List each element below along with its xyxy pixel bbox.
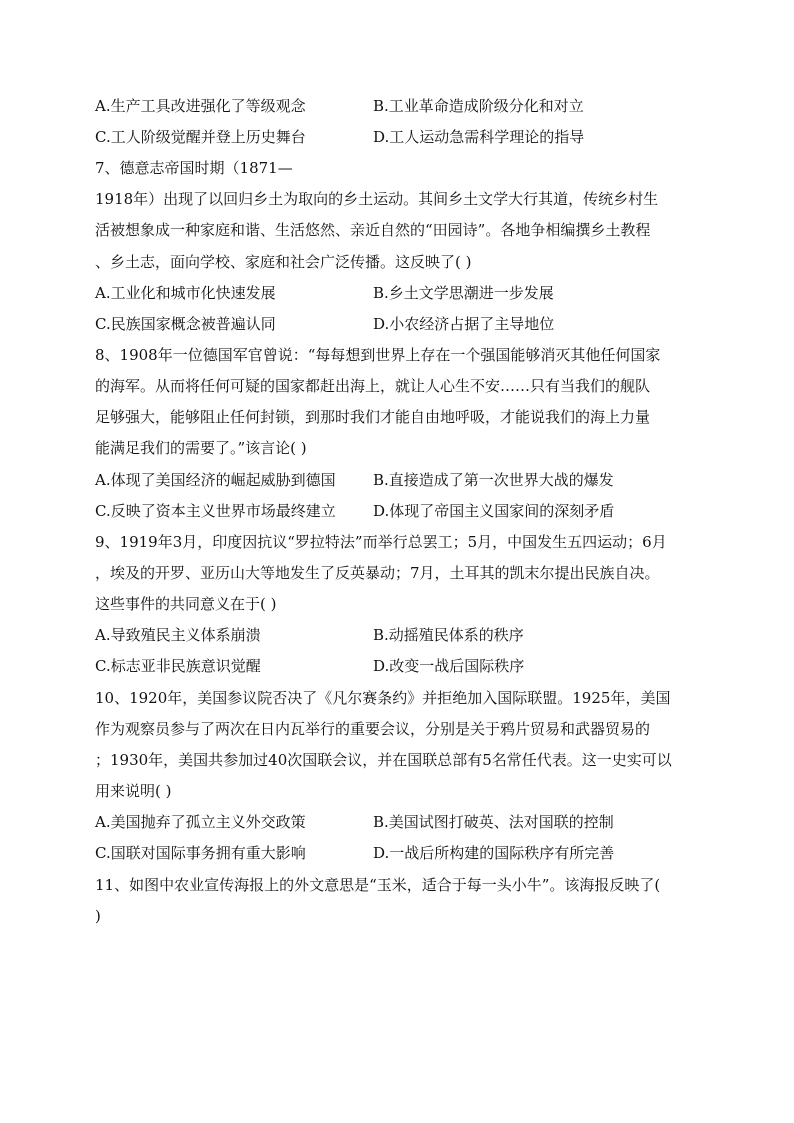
q7-option-a[interactable]: A.工业化和城市化快速发展 (95, 284, 276, 302)
q7-stem-line-3: 活被想象成一种家庭和谐、生活悠然、亲近自然的“田园诗”。各地争相编撰乡土教程 (95, 221, 651, 239)
q10-option-a[interactable]: A.美国抛弃了孤立主义外交政策 (95, 813, 306, 831)
q10-stem-line-1: 10、1920年，美国参议院否决了《凡尔赛条约》并拒绝加入国际联盟。1925年，美国 (95, 689, 671, 707)
q8-option-a[interactable]: A.体现了美国经济的崛起威胁到德国 (95, 471, 336, 489)
q9-option-d[interactable]: D.改变一战后国际秩序 (373, 657, 525, 675)
q6-option-d[interactable]: D.工人运动急需科学理论的指导 (373, 128, 585, 146)
q9-option-c[interactable]: C.标志亚非民族意识觉醒 (95, 657, 261, 675)
q11-stem-line-2: ) (95, 907, 101, 925)
q10-option-c[interactable]: C.国联对国际事务拥有重大影响 (95, 844, 306, 862)
q8-option-b[interactable]: B.直接造成了第一次世界大战的爆发 (373, 471, 614, 489)
q7-stem-line-1: 7、德意志帝国时期（1871— (95, 159, 293, 177)
q9-stem-line-1: 9、1919年3月，印度因抗议“罗拉特法”而举行总罢工；5月，中国发生五四运动；6月 (95, 533, 667, 551)
q8-option-d[interactable]: D.体现了帝国主义国家间的深刻矛盾 (373, 502, 615, 520)
q8-stem-line-4: 能满足我们的需要了。”该言论( ) (95, 439, 307, 457)
q8-option-c[interactable]: C.反映了资本主义世界市场最终建立 (95, 502, 336, 520)
q10-option-b[interactable]: B.美国试图打破英、法对国联的控制 (373, 813, 614, 831)
q9-option-a[interactable]: A.导致殖民主义体系崩溃 (95, 626, 261, 644)
q10-stem-line-2: 作为观察员参与了两次在日内瓦举行的重要会议，分别是关于鸦片贸易和武器贸易的 (95, 720, 651, 738)
q9-option-b[interactable]: B.动摇殖民体系的秩序 (373, 626, 524, 644)
q6-option-b[interactable]: B.工业革命造成阶级分化和对立 (373, 97, 584, 115)
q7-option-d[interactable]: D.小农经济占据了主导地位 (373, 315, 555, 333)
q9-stem-line-3: 这些事件的共同意义在于( ) (95, 595, 277, 613)
q10-stem-line-4: 用来说明( ) (95, 782, 172, 800)
q7-stem-line-4: 、乡土志，面向学校、家庭和社会广泛传播。这反映了( ) (95, 253, 472, 271)
q10-option-d[interactable]: D.一战后所构建的国际秩序有所完善 (373, 844, 615, 862)
q8-stem-line-2: 的海军。从而将任何可疑的国家都赶出海上，就让人心生不安……只有当我们的舰队 (95, 377, 651, 395)
q7-stem-line-2: 1918年）出现了以回归乡土为取向的乡土运动。其间乡土文学大行其道，传统乡村生 (95, 190, 659, 208)
q8-stem-line-1: 8、1908年一位德国军官曾说：“每每想到世界上存在一个强国能够消灭其他任何国家 (95, 346, 661, 364)
q9-stem-line-2: ，埃及的开罗、亚历山大等地发生了反英暴动；7月，土耳其的凯末尔提出民族自决。 (95, 564, 660, 582)
q6-option-a[interactable]: A.生产工具改进强化了等级观念 (95, 97, 306, 115)
q7-option-b[interactable]: B.乡土文学思潮进一步发展 (373, 284, 554, 302)
q7-option-c[interactable]: C.民族国家概念被普遍认同 (95, 315, 276, 333)
q10-stem-line-3: ；1930年，美国共参加过40次国联会议，并在国联总部有5名常任代表。这一史实可以 (95, 751, 672, 769)
q11-stem-line-1: 11、如图中农业宣传海报上的外文意思是“玉米，适合于每一头小牛”。该海报反映了( (95, 876, 661, 894)
q6-option-c[interactable]: C.工人阶级觉醒并登上历史舞台 (95, 128, 306, 146)
q8-stem-line-3: 足够强大，能够阻止任何封锁，到那时我们才能自由地呼吸，才能说我们的海上力量 (95, 408, 651, 426)
